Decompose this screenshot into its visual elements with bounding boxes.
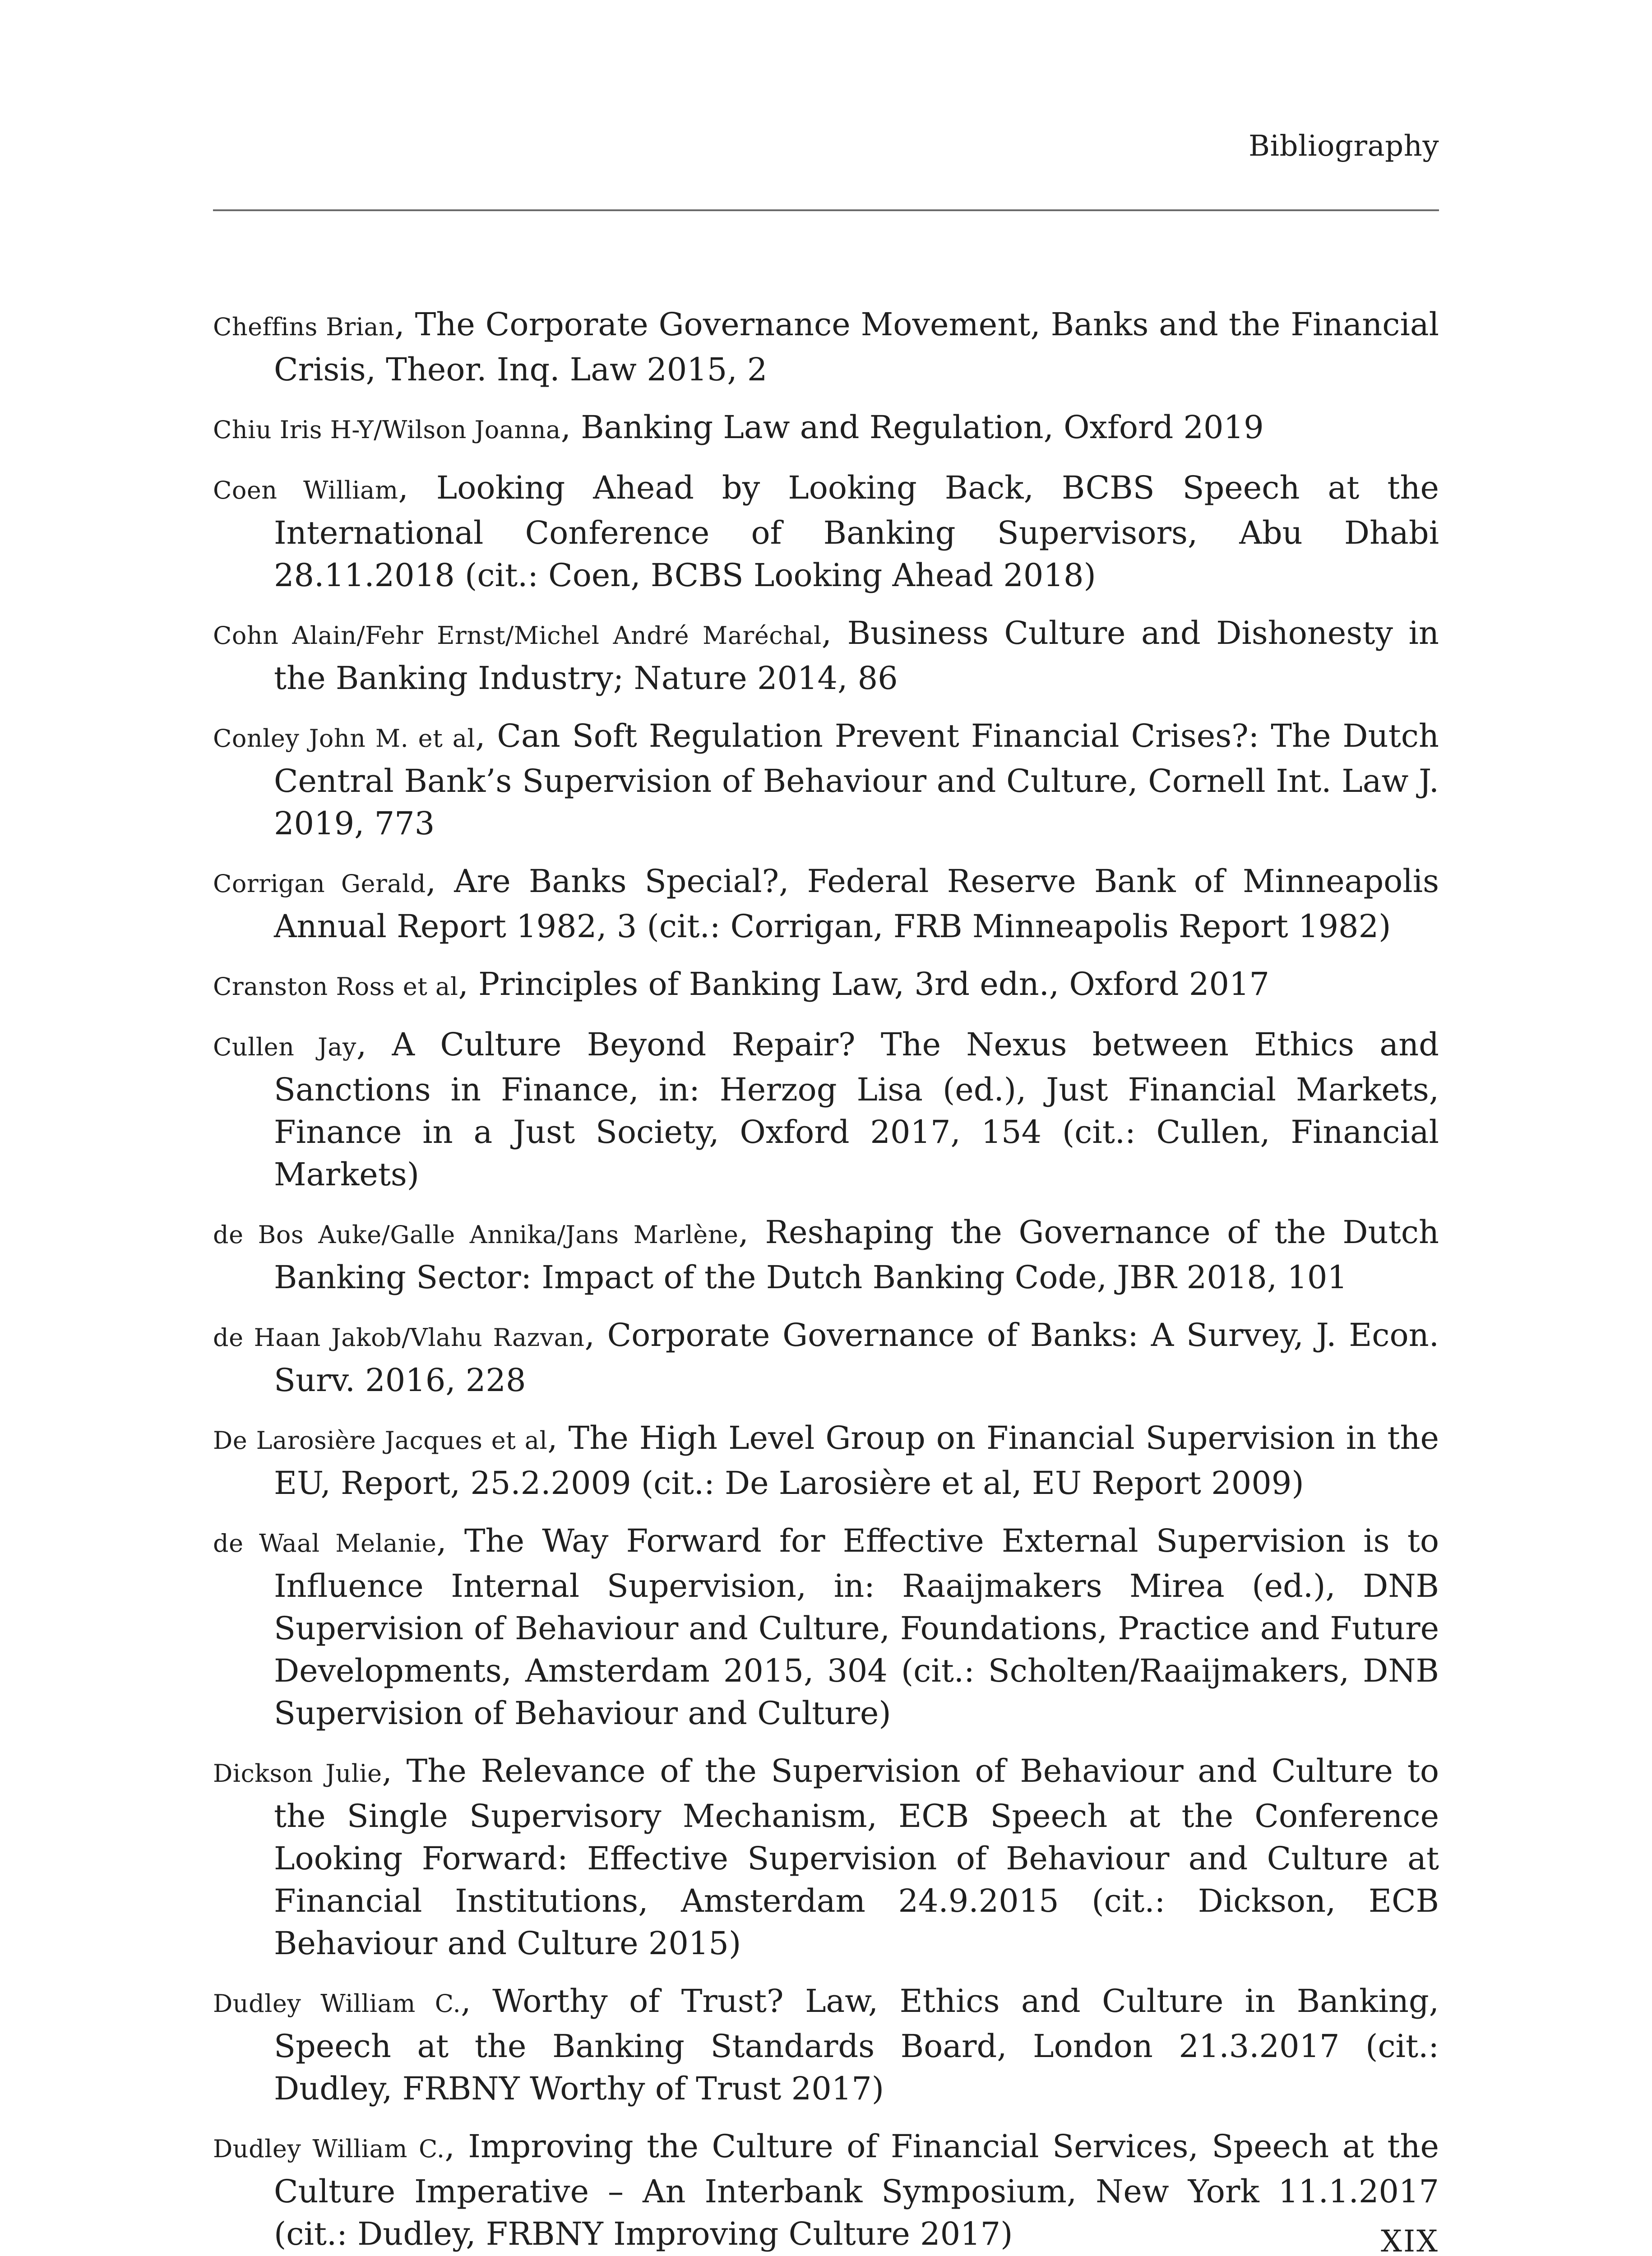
entry-text: , Can Soft Regulation Prevent Financial Crises?: The Dutch Central Bank’s Supervision of Behaviour and Culture, Cornell Int. Law J. 2019, 773 xyxy=(274,717,1439,842)
bibliography-list xyxy=(213,303,1439,2256)
page-number: XIX xyxy=(1380,2224,1439,2256)
entry-text: , Reshaping the Governance of the Dutch Banking Sector: Impact of the Dutch Banking Code, JBR 2018, 101 xyxy=(274,1214,1439,1296)
bibliography-entry xyxy=(213,963,1439,1008)
bibliography-entry xyxy=(213,612,1439,699)
entry-text: , The High Level Group on Financial Supervision in the EU, Report, 25.2.2009 (cit.: De Larosière et al, EU Report 2009) xyxy=(274,1419,1439,1502)
entry-text: , Principles of Banking Law, 3rd edn., Oxford 2017 xyxy=(458,966,1269,1003)
bibliography-entry xyxy=(213,1211,1439,1299)
entry-author: de Haan Jakob/Vlahu Razvan xyxy=(213,1323,585,1352)
bibliography-entry xyxy=(213,1520,1439,1734)
entry-author: Conley John M. et al xyxy=(213,724,476,753)
entry-text: , A Culture Beyond Repair? The Nexus between Ethics and Sanctions in Finance, in: Herzog Lisa (ed.), Just Financial Markets, Finance in a Just Society, Oxford 2017, 154 (cit.: Cullen, Financial Markets) xyxy=(274,1026,1439,1193)
bibliography-entry xyxy=(213,1980,1439,2110)
entry-text: , Worthy of Trust? Law, Ethics and Culture in Banking, Speech at the Banking Standards Board, London 21.3.2017 (cit.: Dudley, FRBNY Worthy of Trust 2017) xyxy=(274,1983,1439,2107)
entry-author: Coen William xyxy=(213,476,398,504)
entry-author: Cheffins Brian xyxy=(213,313,395,341)
header-rule xyxy=(213,209,1439,211)
entry-author: Dudley William C. xyxy=(213,1989,461,2018)
entry-text: , The Way Forward for Effective External Supervision is to Influence Internal Supervision, in: Raaijmakers Mirea (ed.), DNB Supervision of Behaviour and Culture, Foundations, Practice and Future Developments, Amsterdam 2015, 304 (cit.: Scholten/Raaijmakers, DNB Supervision of Behaviour and Culture) xyxy=(274,1522,1439,1732)
entry-text: , Improving the Culture of Financial Services, Speech at the Culture Imperative – An Interbank Symposium, New York 11.1.2017 (cit.: Dudley, FRBNY Improving Culture 2017) xyxy=(274,2128,1439,2252)
entry-text: , The Corporate Governance Movement, Banks and the Financial Crisis, Theor. Inq. Law 2015, 2 xyxy=(274,306,1439,388)
entry-author: De Larosière Jacques et al xyxy=(213,1426,548,1455)
entry-author: Dudley William C. xyxy=(213,2135,445,2163)
entry-author: Corrigan Gerald xyxy=(213,869,426,898)
entry-author: Cranston Ross et al xyxy=(213,972,458,1001)
entry-author: Dickson Julie xyxy=(213,1759,382,1788)
entry-text: , Are Banks Special?, Federal Reserve Bank of Minneapolis Annual Report 1982, 3 (cit.: Corrigan, FRB Minneapolis Report 1982) xyxy=(274,863,1439,945)
bibliography-entry xyxy=(213,1417,1439,1504)
entry-author: Chiu Iris H-Y/Wilson Joanna xyxy=(213,416,561,444)
bibliography-entry xyxy=(213,406,1439,451)
entry-text: , Banking Law and Regulation, Oxford 2019 xyxy=(560,409,1264,446)
bibliography-entry xyxy=(213,1314,1439,1401)
bibliography-entry xyxy=(213,860,1439,948)
bibliography-entry xyxy=(213,303,1439,391)
bibliography-entry xyxy=(213,1750,1439,1965)
bibliography-entry xyxy=(213,1023,1439,1196)
entry-author: de Bos Auke/Galle Annika/Jans Marlène xyxy=(213,1220,739,1249)
bibliography-entry xyxy=(213,467,1439,596)
entry-author: de Waal Melanie xyxy=(213,1529,437,1558)
running-head: Bibliography xyxy=(1249,129,1439,163)
bibliography-entry xyxy=(213,715,1439,845)
entry-text: , Corporate Governance of Banks: A Survey, J. Econ. Surv. 2016, 228 xyxy=(274,1317,1439,1399)
entry-author: Cohn Alain/Fehr Ernst/Michel André Maréchal xyxy=(213,621,822,650)
entry-text: , Business Culture and Dishonesty in the Banking Industry; Nature 2014, 86 xyxy=(274,615,1439,697)
entry-text: , The Relevance of the Supervision of Behaviour and Culture to the Single Supervisory Mechanism, ECB Speech at the Conference Looking Forward: Effective Supervision of Behaviour and Culture at Financial Institutions, Amsterdam 24.9.2015 (cit.: Dickson, ECB Behaviour and Culture 2015) xyxy=(274,1752,1439,1962)
entry-author: Cullen Jay xyxy=(213,1033,356,1061)
entry-text: , Looking Ahead by Looking Back, BCBS Speech at the International Conference of Banking Supervisors, Abu Dhabi 28.11.2018 (cit.: Coen, BCBS Looking Ahead 2018) xyxy=(274,469,1439,594)
bibliography-entry xyxy=(213,2125,1439,2255)
